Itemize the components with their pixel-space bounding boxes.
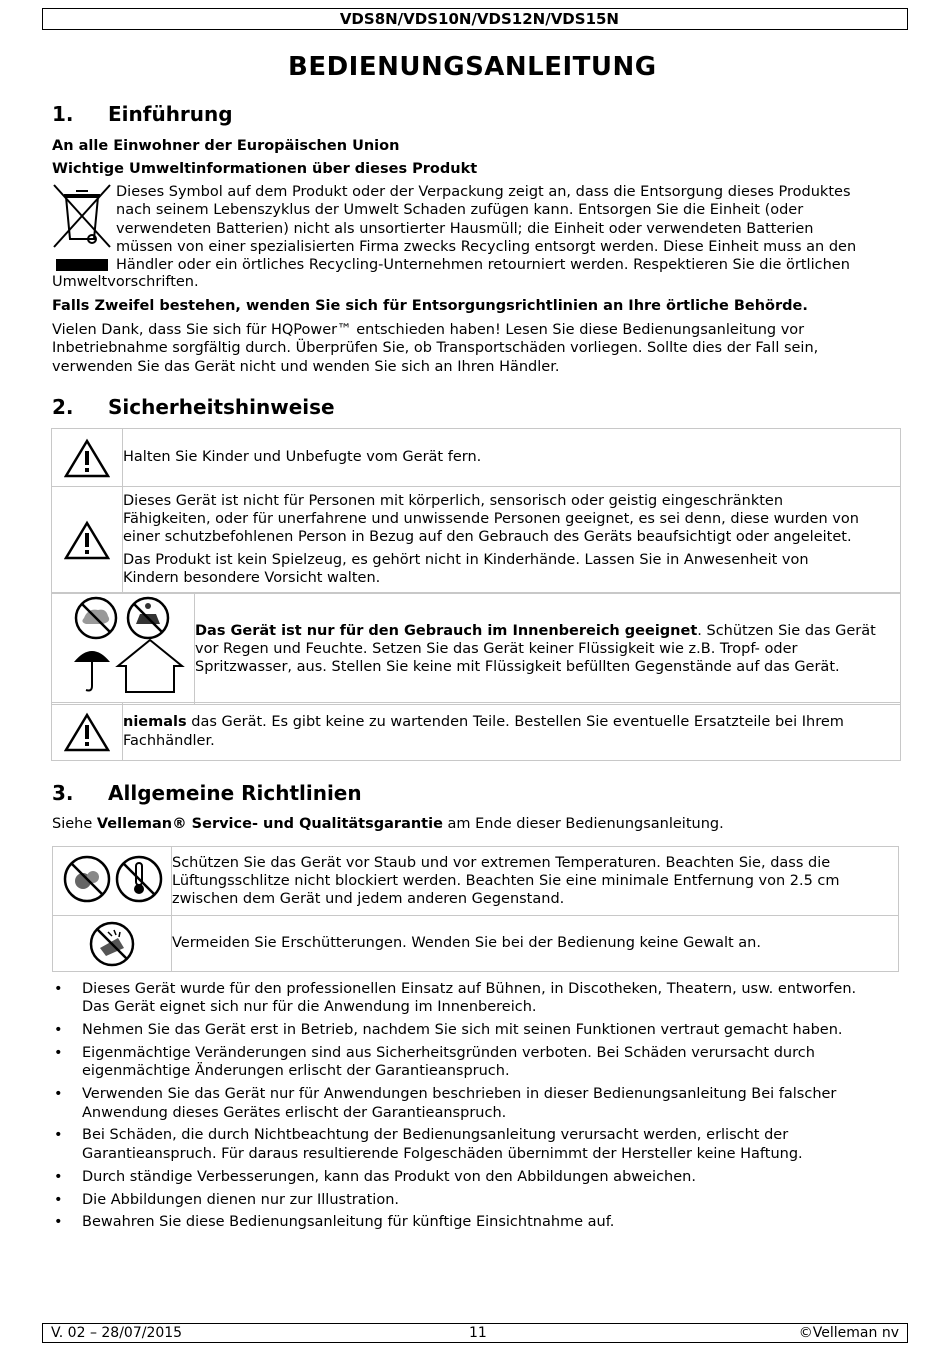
- indoor-paragraph: [195, 622, 900, 677]
- thanks-line: Vielen Dank, dass Sie sich für HQPower™ entschieden haben! Lesen Sie diese Bedienungsanleitung vor: [52, 322, 805, 338]
- indoor-table: [51, 593, 901, 705]
- weee-line: verwendeten Batterien) nicht als unsortierter Hausmüll; die Einheit oder verwendeten Batterien: [116, 220, 814, 237]
- section-number: 1.: [52, 102, 74, 126]
- guideline-line: zwischen dem Gerät und jedem anderen Gegenstand.: [172, 891, 565, 908]
- bullet-line: Das Gerät eignet sich nur für die Anwendung im Innenbereich.: [82, 999, 537, 1016]
- weee-line: nach seinem Lebenszyklus der Umwelt Schaden zufügen kann. Entsorgen Sie die Einheit (oder: [116, 202, 804, 219]
- intro-text: am Ende dieser Bedienungsanleitung.: [442, 816, 724, 832]
- icon-cell: [53, 847, 172, 916]
- house-icon: [118, 640, 182, 692]
- warning-triangle-icon: [64, 712, 110, 752]
- guideline-line: Schützen Sie das Gerät vor Staub und vor extremen Temperaturen. Beachten Sie, dass die: [172, 854, 831, 871]
- weee-line: müssen von einer spezialisierten Firma zwecks Recycling entsorgt werden. Diese Einheit muss an den: [116, 238, 857, 255]
- warranty-reference: Velleman® Service- und Qualitätsgarantie: [96, 816, 443, 832]
- guideline-text: Vermeiden Sie Erschütterungen. Wenden Sie bei der Bedienung keine Gewalt an.: [172, 935, 761, 952]
- no-heat-icon: [117, 857, 161, 901]
- document-title: BEDIENUNGSANLEITUNG: [288, 52, 657, 82]
- thanks-line: verwenden Sie das Gerät nicht und wenden Sie sich an Ihren Händler.: [52, 358, 560, 375]
- bullet-line: Die Abbildungen dienen nur zur Illustration.: [82, 1191, 399, 1208]
- service-line: das Gerät. Es gibt keine zu wartenden Teile. Bestellen Sie eventuelle Ersatzteile bei Ihrem: [186, 714, 844, 731]
- safety-paragraph: [123, 551, 900, 588]
- warning-triangle-icon: [64, 520, 110, 560]
- crossed-bin-icon: [52, 183, 112, 279]
- section-1-heading: [52, 102, 233, 126]
- icon-cell: [52, 429, 123, 487]
- page-header: [42, 8, 908, 30]
- icon-cell: [52, 487, 123, 593]
- no-rain-icon: [76, 598, 116, 638]
- section-number: 2.: [52, 395, 74, 419]
- warning-triangle-icon: [64, 438, 110, 478]
- version-date: V. 02 – 28/07/2015: [51, 1325, 183, 1341]
- model-list: VDS8N/VDS10N/VDS12N/VDS15N: [339, 10, 619, 28]
- service-paragraph: [123, 713, 900, 750]
- table-row: [52, 703, 901, 761]
- no-dust-icon: [65, 857, 109, 901]
- bullet-line: Anwendung dieses Gerätes erlischt der Garantieanspruch.: [82, 1104, 507, 1121]
- icon-cell: [53, 916, 172, 972]
- bullet-line: eigenmächtige Änderungen erlischt der Garantieanspruch.: [82, 1063, 510, 1080]
- section-number: 3.: [52, 781, 74, 805]
- icon-cell: [52, 594, 195, 705]
- list-item: [52, 1213, 902, 1231]
- service-table: [51, 702, 901, 761]
- bullet-line: Bei Schäden, die durch Nichtbeachtung der Bedienungsanleitung verursacht werden, erlischt der: [82, 1127, 789, 1144]
- table-row: [53, 916, 899, 972]
- safety-line: Dieses Gerät ist nicht für Personen mit körperlich, sensorisch oder geistig eingeschränkten: [123, 492, 784, 509]
- indoor-line: vor Regen und Feuchte. Setzen Sie das Gerät keiner Flüssigkeit wie z.B. Tropf- oder: [195, 640, 798, 657]
- guidelines-table: [52, 846, 899, 972]
- service-line: Fachhändler.: [123, 732, 215, 749]
- list-item: [52, 1168, 902, 1186]
- safety-line: Fähigkeiten, oder für unerfahrene und unwissende Personen geeignet, es sei denn, diese wurden von: [123, 511, 859, 528]
- indoor-bold: Das Gerät ist nur für den Gebrauch im Innenbereich geeignet: [195, 622, 698, 639]
- eu-residents-subheading: An alle Einwohner der Europäischen Union: [52, 138, 400, 154]
- page-footer: [42, 1323, 908, 1343]
- text-cell: [123, 487, 901, 593]
- bullet-line: Eigenmächtige Veränderungen sind aus Sicherheitsgründen verboten. Bei Schäden verursacht durch: [82, 1045, 815, 1062]
- guideline-paragraph: [172, 854, 898, 909]
- no-splash-icon: [128, 598, 168, 638]
- table-row: [52, 487, 901, 593]
- text-cell: [123, 703, 901, 761]
- safety-line: Kindern besondere Vorsicht walten.: [123, 569, 381, 586]
- weee-description: [116, 183, 906, 274]
- section-2-heading: [52, 395, 335, 419]
- bullet-line: Garantieanspruch. Für daraus resultierende Folgeschäden übernimmt der Hersteller keine Haftung.: [82, 1145, 803, 1162]
- safety-line: Das Produkt ist kein Spielzeug, es gehört nicht in Kinderhände. Lassen Sie in Anwesenheit von: [123, 551, 809, 568]
- weee-tail: Umweltvorschriften.: [52, 274, 199, 290]
- table-row: [52, 594, 901, 705]
- list-item: [52, 980, 902, 1017]
- text-cell: [123, 429, 901, 487]
- weee-line: Händler oder ein örtliches Recycling-Unternehmen retourniert werden. Respektieren Sie die örtlichen: [116, 257, 850, 274]
- weee-line: Dieses Symbol auf dem Produkt oder der Verpackung zeigt an, dass die Entsorgung dieses Produktes: [116, 184, 851, 200]
- safety-text: Halten Sie Kinder und Unbefugte vom Gerät fern.: [123, 449, 482, 466]
- disposal-note: Falls Zweifel bestehen, wenden Sie sich für Entsorgungsrichtlinien an Ihre örtliche Behörde.: [52, 298, 808, 314]
- list-item: [52, 1085, 902, 1122]
- guidelines-list: [52, 980, 902, 1236]
- indoor-line: Spritzwasser, aus. Stellen Sie keine mit Flüssigkeit befüllten Gegenstände auf das Gerät.: [195, 659, 840, 676]
- intro-text: Siehe: [52, 816, 97, 832]
- thanks-paragraph: [52, 321, 902, 376]
- icon-cell: [52, 703, 123, 761]
- no-shock-icon: [88, 920, 136, 968]
- indoor-line: . Schützen Sie das Gerät: [697, 622, 876, 639]
- table-row: [52, 429, 901, 487]
- section-title: Allgemeine Richtlinien: [108, 781, 362, 805]
- table-row: [53, 847, 899, 916]
- section-3-heading: [52, 781, 362, 805]
- section-title: Einführung: [108, 102, 233, 126]
- page-number: 11: [469, 1325, 487, 1341]
- list-item: [52, 1044, 902, 1081]
- safety-line: einer schutzbefohlenen Person in Bezug auf den Gebrauch des Geräts beaufsichtigt oder angeleitet.: [123, 529, 852, 546]
- bullet-line: Bewahren Sie diese Bedienungsanleitung für künftige Einsichtnahme auf.: [82, 1214, 615, 1231]
- bullet-line: Dieses Gerät wurde für den professionellen Einsatz auf Bühnen, in Discotheken, Theatern, usw. entworfen.: [82, 981, 857, 997]
- copyright: ©Velleman nv: [798, 1325, 899, 1341]
- list-item: [52, 1021, 902, 1039]
- umbrella-icon: [74, 651, 110, 691]
- bullet-line: Verwenden Sie das Gerät nur für Anwendungen beschrieben in dieser Bedienungsanleitung Bei falscher: [82, 1086, 837, 1103]
- text-cell: [172, 847, 899, 916]
- text-cell: [172, 916, 899, 972]
- thanks-line: Inbetriebnahme sorgfältig durch. Überprüfen Sie, ob Transportschäden vorliegen. Sollte dies der Fall sein,: [52, 340, 819, 357]
- guideline-line: Lüftungsschlitze nicht blockiert werden. Beachten Sie eine minimale Entfernung von 2.5 cm: [172, 872, 840, 889]
- warranty-intro: [52, 816, 724, 832]
- safety-paragraph: [123, 492, 900, 547]
- safety-table: [51, 428, 901, 593]
- text-cell: [195, 594, 901, 705]
- section-title: Sicherheitshinweise: [108, 395, 335, 419]
- bullet-line: Durch ständige Verbesserungen, kann das Produkt von den Abbildungen abweichen.: [82, 1168, 696, 1185]
- service-bold: niemals: [123, 714, 187, 731]
- environment-subheading: Wichtige Umweltinformationen über dieses Produkt: [52, 161, 478, 177]
- list-item: [52, 1191, 902, 1209]
- bullet-line: Nehmen Sie das Gerät erst in Betrieb, nachdem Sie sich mit seinen Funktionen vertraut gemacht haben.: [82, 1022, 843, 1039]
- list-item: [52, 1126, 902, 1163]
